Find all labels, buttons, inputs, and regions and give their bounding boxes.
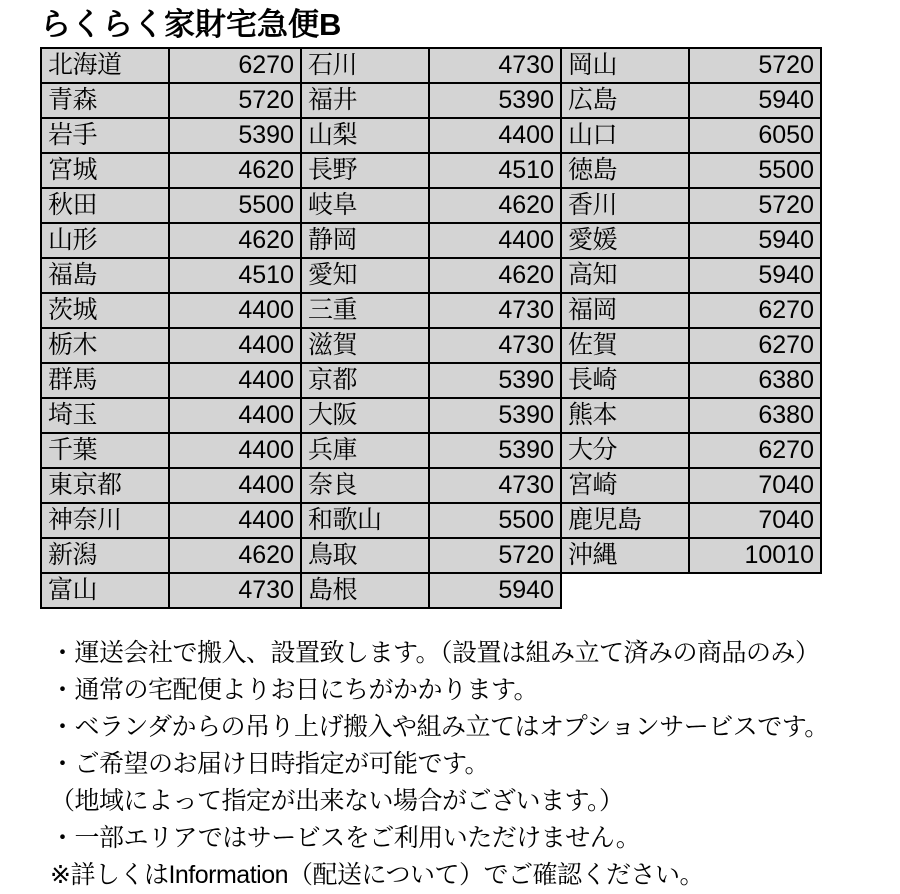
- prefecture-name: 岐阜: [301, 188, 429, 223]
- shipping-fee: 4730: [429, 468, 561, 503]
- prefecture-name: 長野: [301, 153, 429, 188]
- shipping-fee: 5720: [169, 83, 301, 118]
- prefecture-name: 佐賀: [561, 328, 689, 363]
- prefecture-name: 静岡: [301, 223, 429, 258]
- shipping-fee: 5390: [429, 363, 561, 398]
- shipping-fee: 6380: [689, 398, 821, 433]
- table-row: [41, 258, 821, 293]
- note-line: ※詳しくはInformation（配送について）でご確認ください。: [50, 861, 705, 889]
- prefecture-name: 鹿児島: [561, 503, 689, 538]
- shipping-fee: 5940: [429, 573, 561, 608]
- shipping-fee: 5500: [429, 503, 561, 538]
- table-row: [41, 398, 821, 433]
- shipping-fee: 5940: [689, 223, 821, 258]
- page-title: らくらく家財宅急便B: [40, 7, 342, 42]
- shipping-fee: 6270: [689, 433, 821, 468]
- shipping-fee: 7040: [689, 468, 821, 503]
- shipping-fee: 4510: [429, 153, 561, 188]
- shipping-fee: 4400: [429, 118, 561, 153]
- prefecture-name: 沖縄: [561, 538, 689, 573]
- shipping-fee: 4400: [169, 468, 301, 503]
- shipping-fee: 6380: [689, 363, 821, 398]
- prefecture-name: 福島: [41, 258, 169, 293]
- shipping-fee: 4400: [169, 503, 301, 538]
- shipping-fee: 4510: [169, 258, 301, 293]
- prefecture-name: 青森: [41, 83, 169, 118]
- prefecture-name: 栃木: [41, 328, 169, 363]
- prefecture-name: 埼玉: [41, 398, 169, 433]
- shipping-fee: 7040: [689, 503, 821, 538]
- prefecture-name: 富山: [41, 573, 169, 608]
- prefecture-name: 岩手: [41, 118, 169, 153]
- prefecture-name: 鳥取: [301, 538, 429, 573]
- prefecture-name: 福井: [301, 83, 429, 118]
- prefecture-name: 山形: [41, 223, 169, 258]
- rate-table-body: [41, 48, 821, 608]
- shipping-fee: 4730: [429, 48, 561, 83]
- shipping-fee: 4400: [169, 293, 301, 328]
- prefecture-name: 山梨: [301, 118, 429, 153]
- table-row: [41, 503, 821, 538]
- prefecture-name: 神奈川: [41, 503, 169, 538]
- prefecture-name: 愛知: [301, 258, 429, 293]
- note-line: ・通常の宅配便よりお日にちがかかります。: [50, 676, 539, 704]
- shipping-fee: 5500: [689, 153, 821, 188]
- prefecture-name: 徳島: [561, 153, 689, 188]
- note-line: ・運送会社で搬入、設置致します。（設置は組み立て済みの商品のみ）: [50, 639, 820, 667]
- prefecture-name: 東京都: [41, 468, 169, 503]
- table-row: [41, 328, 821, 363]
- note-line: ・一部エリアではサービスをご利用いただけません。: [50, 824, 641, 852]
- shipping-fee: 4730: [429, 293, 561, 328]
- prefecture-name: 島根: [301, 573, 429, 608]
- prefecture-name: 千葉: [41, 433, 169, 468]
- table-row: [41, 48, 821, 83]
- shipping-fee: 4730: [169, 573, 301, 608]
- shipping-fee: 4400: [169, 398, 301, 433]
- table-row: [41, 538, 821, 573]
- shipping-fee: 6270: [689, 293, 821, 328]
- note-line: ・ご希望のお届け日時指定が可能です。: [50, 750, 490, 778]
- table-row: [41, 433, 821, 468]
- table-row: [41, 83, 821, 118]
- table-row: [41, 293, 821, 328]
- table-cell-empty: [689, 573, 821, 608]
- shipping-rate-table: [40, 47, 822, 609]
- table-row: [41, 573, 821, 608]
- prefecture-name: 北海道: [41, 48, 169, 83]
- prefecture-name: 兵庫: [301, 433, 429, 468]
- shipping-fee: 4620: [169, 223, 301, 258]
- prefecture-name: 福岡: [561, 293, 689, 328]
- prefecture-name: 宮城: [41, 153, 169, 188]
- shipping-fee: 4400: [429, 223, 561, 258]
- shipping-fee: 4620: [169, 153, 301, 188]
- prefecture-name: 和歌山: [301, 503, 429, 538]
- prefecture-name: 愛媛: [561, 223, 689, 258]
- prefecture-name: 山口: [561, 118, 689, 153]
- shipping-fee: 6270: [169, 48, 301, 83]
- notes-list: [50, 635, 882, 894]
- shipping-fee: 10010: [689, 538, 821, 573]
- shipping-fee: 5390: [429, 398, 561, 433]
- table-row: [41, 363, 821, 398]
- shipping-fee: 6050: [689, 118, 821, 153]
- shipping-fee: 4620: [429, 188, 561, 223]
- prefecture-name: 滋賀: [301, 328, 429, 363]
- prefecture-name: 広島: [561, 83, 689, 118]
- prefecture-name: 群馬: [41, 363, 169, 398]
- prefecture-name: 奈良: [301, 468, 429, 503]
- shipping-fee: 5500: [169, 188, 301, 223]
- shipping-fee: 4730: [429, 328, 561, 363]
- shipping-fee: 4400: [169, 433, 301, 468]
- table-cell-empty: [561, 573, 689, 608]
- prefecture-name: 秋田: [41, 188, 169, 223]
- prefecture-name: 京都: [301, 363, 429, 398]
- prefecture-name: 岡山: [561, 48, 689, 83]
- shipping-fee: 6270: [689, 328, 821, 363]
- prefecture-name: 香川: [561, 188, 689, 223]
- prefecture-name: 大分: [561, 433, 689, 468]
- shipping-fee: 5720: [689, 188, 821, 223]
- table-row: [41, 118, 821, 153]
- prefecture-name: 茨城: [41, 293, 169, 328]
- note-line: （地域によって指定が出来ない場合がございます。）: [50, 787, 624, 815]
- prefecture-name: 石川: [301, 48, 429, 83]
- table-row: [41, 153, 821, 188]
- shipping-fee: 4620: [169, 538, 301, 573]
- table-row: [41, 468, 821, 503]
- note-line: ・ベランダからの吊り上げ搬入や組み立てはオプションサービスです。: [50, 713, 829, 741]
- shipping-fee: 5390: [429, 83, 561, 118]
- shipping-fee: 4400: [169, 363, 301, 398]
- shipping-fee: 5390: [429, 433, 561, 468]
- shipping-fee: 5940: [689, 258, 821, 293]
- shipping-fee: 4400: [169, 328, 301, 363]
- prefecture-name: 大阪: [301, 398, 429, 433]
- prefecture-name: 新潟: [41, 538, 169, 573]
- shipping-fee: 5720: [689, 48, 821, 83]
- prefecture-name: 高知: [561, 258, 689, 293]
- prefecture-name: 宮崎: [561, 468, 689, 503]
- table-row: [41, 223, 821, 258]
- table-row: [41, 188, 821, 223]
- prefecture-name: 長崎: [561, 363, 689, 398]
- prefecture-name: 熊本: [561, 398, 689, 433]
- prefecture-name: 三重: [301, 293, 429, 328]
- shipping-fee: 4620: [429, 258, 561, 293]
- shipping-fee: 5720: [429, 538, 561, 573]
- shipping-fee: 5390: [169, 118, 301, 153]
- shipping-fee: 5940: [689, 83, 821, 118]
